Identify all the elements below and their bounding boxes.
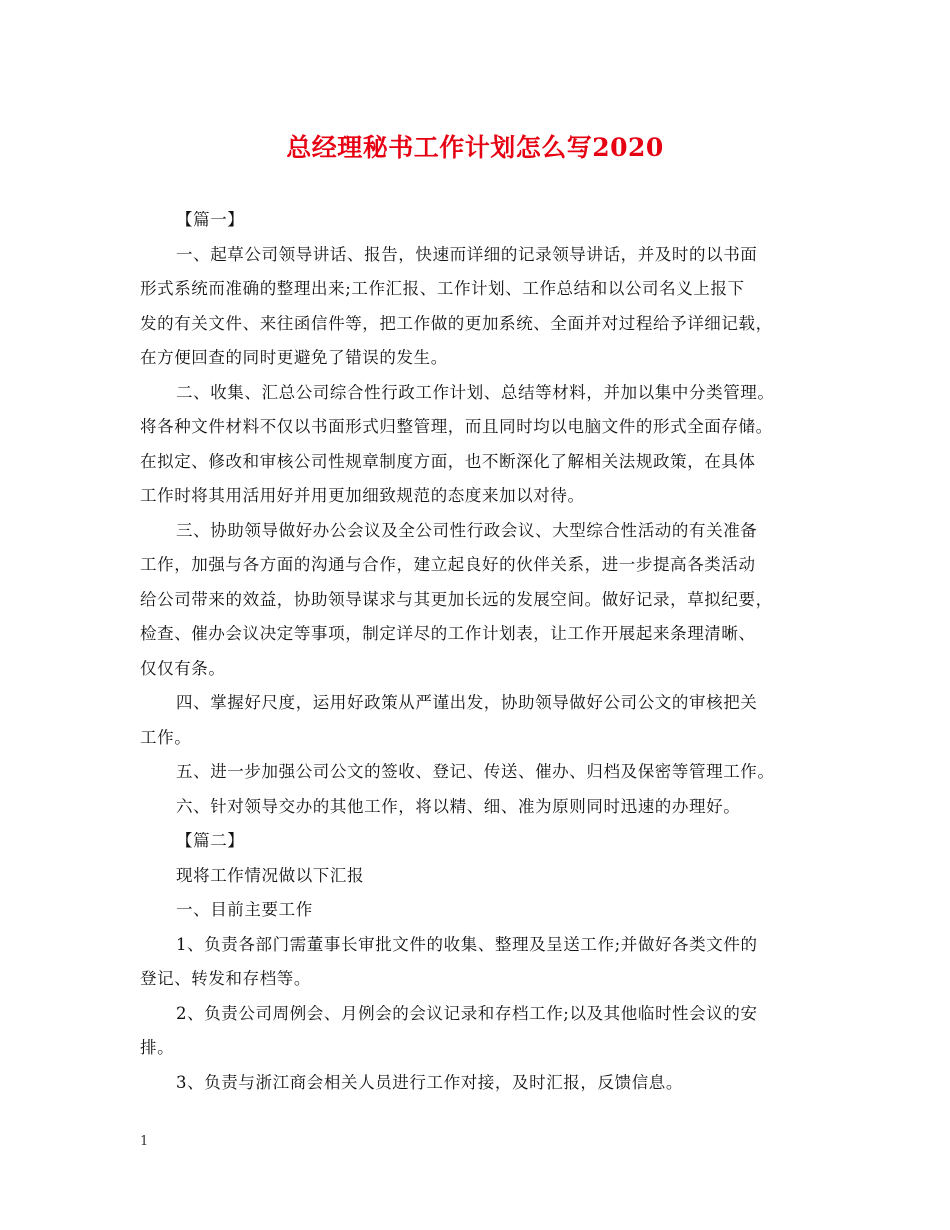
page-number: 1 (140, 1134, 149, 1149)
text-line: 给公司带来的效益，协助领导谋求与其更加长远的发展空间。做好记录，草拟纪要， (140, 589, 773, 609)
text-line: 工作。 (140, 727, 192, 747)
text-line: 五、进一步加强公司公文的签收、登记、传送、催办、归档及保密等管理工作。 (176, 762, 775, 781)
text-line: 3、负责与浙江商会相关人员进行工作对接，及时汇报，反馈信息。 (176, 1072, 683, 1092)
text-line: 【篇二】 (176, 831, 245, 850)
text-line: 工作，加强与各方面的沟通与合作，建立起良好的伙伴关系，进一步提高各类活动 (140, 555, 756, 574)
document-title: 总经理秘书工作计划怎么写2020 (286, 133, 664, 162)
text-line: 仅仅有条。 (140, 658, 226, 678)
text-line: 一、起草公司领导讲话、报告，快速而详细的记录领导讲话，并及时的以书面 (176, 244, 758, 264)
text-line: 形式系统而准确的整理出来;工作汇报、工作计划、工作总结和以公司名义上报下 (140, 279, 745, 298)
text-line: 发的有关文件、来往函信件等，把工作做的更加系统、全面并对过程给予详细记载， (140, 313, 773, 333)
text-line: 1、负责各部门需董事长审批文件的收集、整理及呈送工作;并做好各类文件的 (176, 934, 758, 954)
text-line: 四、掌握好尺度，运用好政策从严谨出发，协助领导做好公司公文的审核把关 (176, 693, 758, 712)
text-line: 排。 (140, 1038, 175, 1057)
text-line: 三、协助领导做好办公会议及全公司性行政会议、大型综合性活动的有关准备 (176, 520, 758, 540)
text-line: 登记、转发和存档等。 (140, 969, 311, 988)
text-line: 工作时将其用活用好并用更加细致规范的态度来加以对待。 (140, 486, 585, 505)
document-body (140, 203, 828, 1100)
text-line: 六、针对领导交办的其他工作，将以精、细、准为原则同时迅速的办理好。 (176, 796, 741, 816)
text-line: 现将工作情况做以下汇报 (176, 865, 365, 885)
text-line: 2、负责公司周例会、月例会的会议记录和存档工作;以及其他临时性会议的安 (176, 1003, 758, 1023)
text-line: 在方便回查的同时更避免了错误的发生。 (140, 348, 448, 367)
text-line: 检查、催办会议决定等事项，制定详尽的工作计划表，让工作开展起来条理清晰、 (140, 624, 756, 643)
text-line: 【篇一】 (176, 210, 245, 229)
text-line: 将各种文件材料不仅以书面形式归整管理，而且同时均以电脑文件的形式全面存储。 (140, 417, 773, 436)
text-line: 二、收集、汇总公司综合性行政工作计划、总结等材料，并加以集中分类管理。 (176, 382, 775, 402)
text-line: 在拟定、修改和审核公司性规章制度方面，也不断深化了解相关法规政策，在具体 (140, 451, 756, 471)
text-line: 一、目前主要工作 (176, 900, 313, 919)
